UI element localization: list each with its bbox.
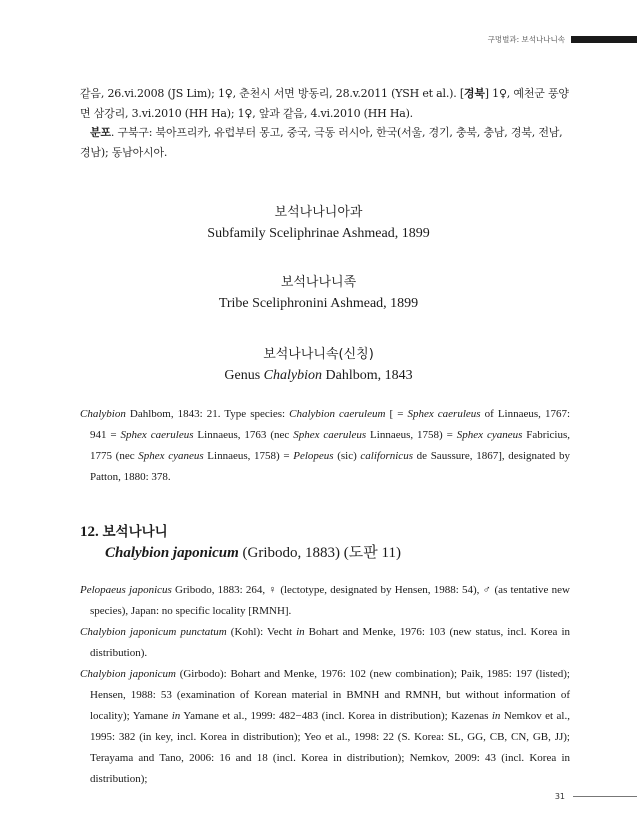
species-heading <box>80 522 570 564</box>
species-sci-line <box>80 543 570 564</box>
species-kr-name: 보석나나니 <box>102 524 168 540</box>
synonym-entry: Chalybion japonicum (Girbodo): Bohart and Menke, 1976: 102 (new combination); Paik, 1985: 197 (listed); Hensen, 1988: 53 (examination of Korean material in BMNH and RMNH, but without information of locality); Yamane in Yamane et al., 1999: 482−483 (incl. Korea in distribution); Kazenas in Nemkov et al., 1995: 382 (in key, incl. Korea in distribution); Yeo et al., 1998: 22 (S. Korea: SL, GG, CB, CN, GB, JJ); Terayama and Tano, 2006: 16 and 18 (incl. Korea in distribution); Nemkov, 2009: 43 (incl. Korea in distribution); <box>80 668 570 785</box>
intro-text <box>80 84 575 162</box>
species-author: (Gribodo, 1883) <box>238 545 344 561</box>
collection-record: 같음, 26.vi.2008 (JS Lim); 1♀, 춘천시 서면 방동리, 28.v.2011 (YSH et al.). [경북] 1♀, 예천군 풍양면 삼강리, 3.vi.2010 (HH Ha); 1♀, 앞과 같음, 4.vi.2010 (HH Ha). <box>80 87 569 120</box>
running-header <box>488 34 637 44</box>
running-title: 구멍벌과: 보석나나니속 <box>487 34 565 44</box>
species-plate: (도판 11) <box>343 545 401 561</box>
tribe-kr: 보석나나니족 <box>280 275 357 290</box>
page-number: 31 <box>554 791 565 801</box>
subfamily-en: Subfamily Sceliphrinae Ashmead, 1899 <box>207 226 430 241</box>
header-bar <box>571 36 637 43</box>
genus-reference <box>80 404 570 488</box>
species-sci-name: Chalybion japonicum <box>105 545 239 561</box>
genus-reference-paragraph: Chalybion Dahlbom, 1843: 21. Type species: Chalybion caeruleum [ = Sphex caeruleus of Linnaeus, 1767: 941 = Sphex caeruleus Linnaeus, 1763 (nec Sphex caeruleus Linnaeus, 1758) = Sphex cyaneus Fabricius, 1775 (nec Sphex cyaneus Linnaeus, 1758) = Pelopeus (sic) californicus de Saussure, 1867], designated by Patton, 1880: 378. <box>80 408 570 483</box>
genus-en: Genus Chalybion Dahlbom, 1843 <box>224 368 413 383</box>
synonym-entry: Chalybion japonicum punctatum (Kohl): Vecht in Bohart and Menke, 1976: 103 (new status, incl. Korea in distribution). <box>80 626 571 659</box>
synonym-entry: Pelopaeus japonicus Gribodo, 1883: 264, ♀ (lectotype, designated by Hensen, 1988: 54), ♂ (as tentative new species), Japan: no specific locality [RMNH]. <box>80 584 570 617</box>
distribution-label: 분포 <box>90 126 111 139</box>
species-number: 12. <box>80 524 99 540</box>
synonymy-list <box>80 580 570 790</box>
page-footer <box>555 790 637 802</box>
distribution-paragraph: 분포. 구북구: 북아프리카, 유럽부터 몽고, 중국, 극동 러시아, 한국(서울, 경기, 충북, 충남, 경북, 전남, 경남); 동남아시아. <box>80 126 563 159</box>
subfamily-kr: 보석나나니아과 <box>274 205 363 220</box>
tribe-heading <box>0 273 637 315</box>
genus-heading <box>0 345 637 387</box>
tribe-en: Tribe Sceliphronini Ashmead, 1899 <box>218 296 419 311</box>
species-title-line <box>80 522 570 543</box>
footer-rule <box>573 796 637 797</box>
subfamily-heading <box>0 203 637 245</box>
genus-kr: 보석나나니속(신칭) <box>263 347 374 362</box>
